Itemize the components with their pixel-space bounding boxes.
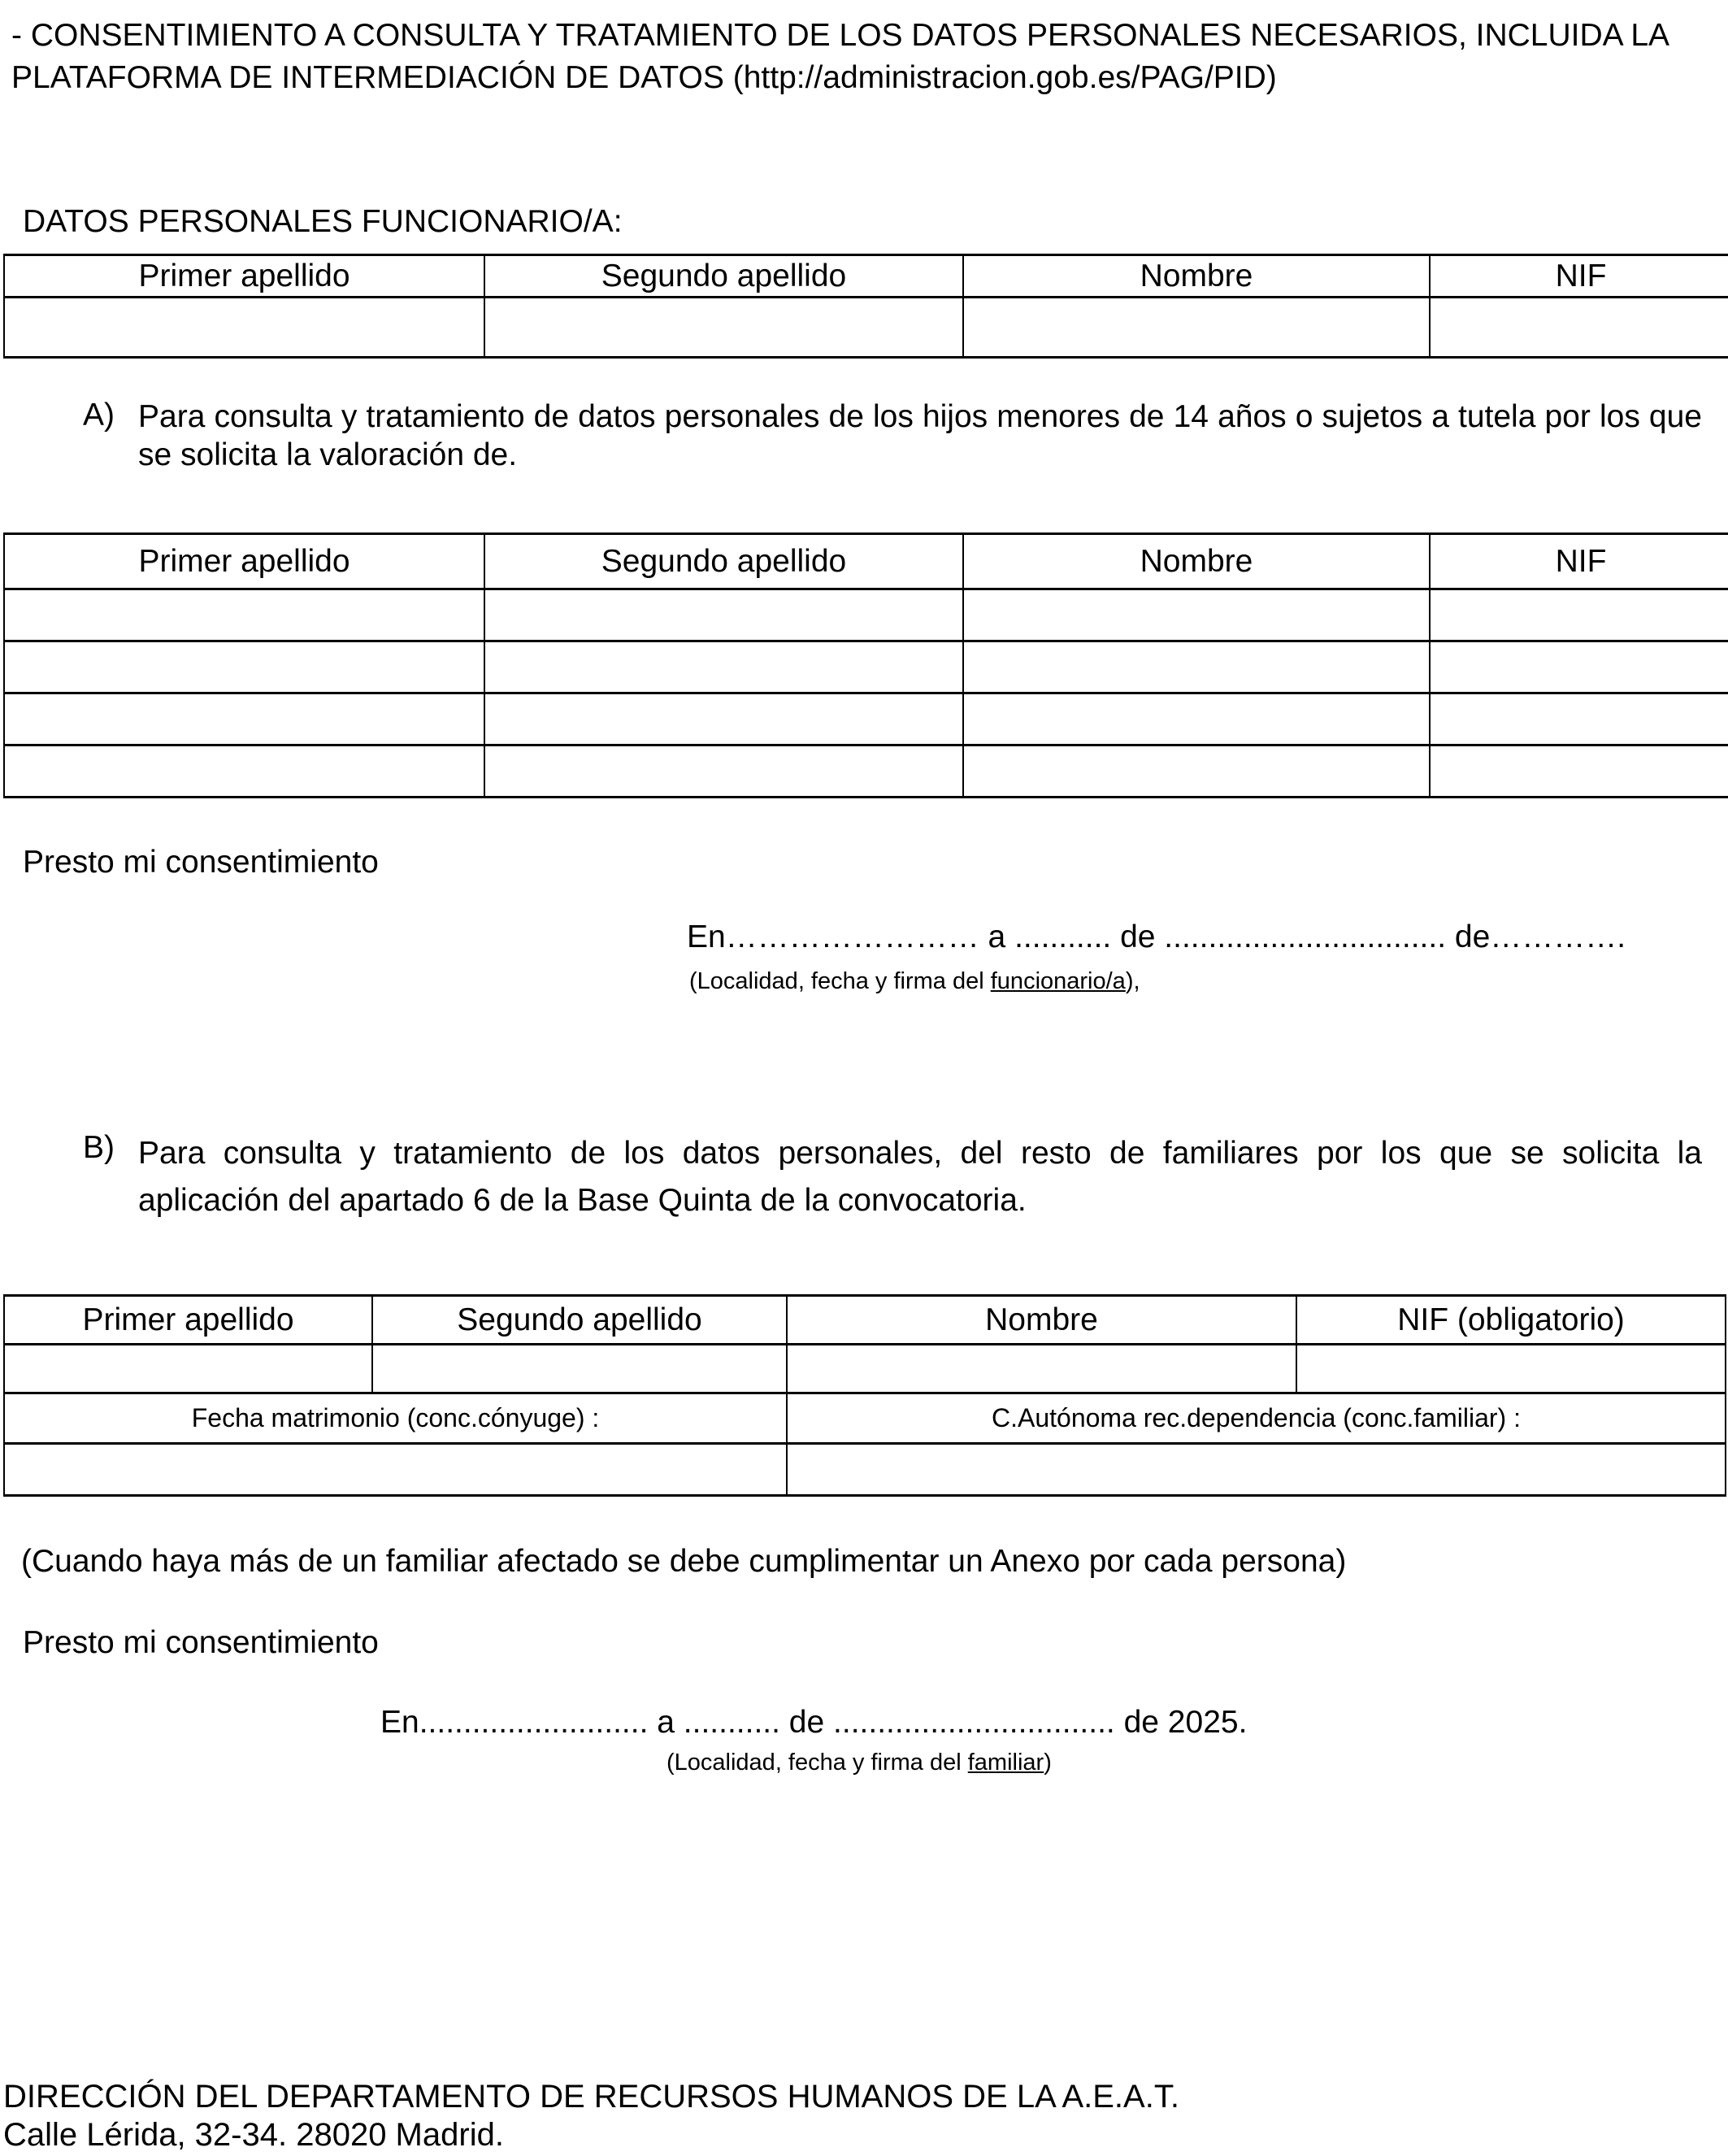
empty-cell[interactable] xyxy=(484,693,963,745)
empty-cell[interactable] xyxy=(484,589,963,641)
familiar-table-label-row xyxy=(4,1393,1726,1444)
ccaa-dependencia-label: C.Autónoma rec.dependencia (conc.familiar) : xyxy=(787,1393,1726,1444)
signature-note-b xyxy=(0,1749,1728,1776)
funcionario-table-header-row xyxy=(4,255,1728,298)
children-table-row xyxy=(4,641,1728,693)
empty-cell[interactable] xyxy=(1296,1345,1726,1393)
children-table-row xyxy=(4,589,1728,641)
signature-note-b-prefix: (Localidad, fecha y firma del xyxy=(666,1750,968,1776)
column-header-nif: NIF xyxy=(1430,255,1728,298)
signature-note-a-role: funcionario/a xyxy=(990,968,1126,994)
empty-cell-nombre[interactable] xyxy=(963,298,1430,358)
doc-title: - CONSENTIMIENTO A CONSULTA Y TRATAMIENTO DE LOS DATOS PERSONALES NECESARIOS, INCLUIDA LA PLATAFORMA DE INTERMEDIACIÓN DE DATOS (http://administracion.gob.es/PAG/PID) xyxy=(11,18,1668,95)
empty-cell[interactable] xyxy=(4,641,484,693)
section-a-marker: A) xyxy=(83,398,115,433)
empty-cell[interactable] xyxy=(1430,589,1728,641)
funcionario-table xyxy=(3,254,1728,359)
signature-note-a-suffix: ), xyxy=(1125,968,1140,994)
funcionario-heading: DATOS PERSONALES FUNCIONARIO/A: xyxy=(23,204,623,239)
section-b-line2: aplicación del apartado 6 de la Base Quinta de la convocatoria. xyxy=(138,1183,1027,1218)
empty-cell[interactable] xyxy=(4,745,484,798)
familiar-table-row xyxy=(4,1444,1726,1496)
children-table-row xyxy=(4,745,1728,798)
empty-cell[interactable] xyxy=(4,1345,372,1393)
empty-cell[interactable] xyxy=(787,1345,1296,1393)
empty-cell[interactable] xyxy=(963,589,1430,641)
section-b-line1: Para consulta y tratamiento de los datos personales, del resto de familiares por los que se solicita la xyxy=(138,1136,1702,1171)
column-header-segundo-apellido: Segundo apellido xyxy=(372,1296,787,1345)
empty-cell[interactable] xyxy=(963,641,1430,693)
familiar-table-header-row xyxy=(4,1296,1726,1345)
familiar-table-row xyxy=(4,1345,1726,1393)
fecha-matrimonio-label: Fecha matrimonio (conc.cónyuge) : xyxy=(4,1393,787,1444)
consent-statement-b: Presto mi consentimiento xyxy=(23,1625,379,1660)
section-a-line1: Para consulta y tratamiento de datos personales de los hijos menores de 14 años o sujetos a tutela por los que xyxy=(138,399,1702,434)
footer-block xyxy=(3,2078,1179,2154)
section-a-line2: se solicita la valoración de. xyxy=(138,437,518,472)
empty-cell-primer-apellido[interactable] xyxy=(4,298,484,358)
section-a-paragraph xyxy=(0,398,1728,474)
column-header-nombre: Nombre xyxy=(787,1296,1296,1345)
familiar-table xyxy=(3,1294,1726,1497)
empty-cell[interactable] xyxy=(963,693,1430,745)
anexo-note: (Cuando haya más de un familiar afectado se debe cumplimentar un Anexo por cada persona) xyxy=(21,1544,1347,1579)
column-header-nif: NIF xyxy=(1430,534,1728,589)
column-header-primer-apellido: Primer apellido xyxy=(4,1296,372,1345)
empty-cell[interactable] xyxy=(4,693,484,745)
empty-cell[interactable] xyxy=(372,1345,787,1393)
children-table-row xyxy=(4,693,1728,745)
children-table xyxy=(3,532,1728,798)
empty-cell[interactable] xyxy=(1430,745,1728,798)
signature-note-b-role: familiar xyxy=(967,1750,1044,1776)
column-header-primer-apellido: Primer apellido xyxy=(4,255,484,298)
empty-cell[interactable] xyxy=(484,641,963,693)
empty-cell-fecha-matrimonio[interactable] xyxy=(4,1444,787,1496)
date-line-a: En…………………… a ........... de ................................ de…………. xyxy=(687,919,1626,954)
funcionario-table-row xyxy=(4,298,1728,358)
column-header-segundo-apellido: Segundo apellido xyxy=(484,255,963,298)
signature-note-a xyxy=(0,967,1728,995)
empty-cell-ccaa-dependencia[interactable] xyxy=(787,1444,1726,1496)
section-b-marker: B) xyxy=(83,1130,115,1165)
footer-address: Calle Lérida, 32-34. 28020 Madrid. xyxy=(3,2117,504,2153)
empty-cell[interactable] xyxy=(1430,693,1728,745)
empty-cell[interactable] xyxy=(4,589,484,641)
column-header-nombre: Nombre xyxy=(963,534,1430,589)
children-table-header-row xyxy=(4,534,1728,589)
column-header-primer-apellido: Primer apellido xyxy=(4,534,484,589)
column-header-nombre: Nombre xyxy=(963,255,1430,298)
column-header-segundo-apellido: Segundo apellido xyxy=(484,534,963,589)
empty-cell[interactable] xyxy=(963,745,1430,798)
footer-department: DIRECCIÓN DEL DEPARTAMENTO DE RECURSOS HUMANOS DE LA A.E.A.T. xyxy=(3,2079,1179,2115)
empty-cell[interactable] xyxy=(484,745,963,798)
empty-cell-nif[interactable] xyxy=(1430,298,1728,358)
date-line-b: En.......................... a ........... de ................................ de 2025. xyxy=(380,1705,1248,1740)
consent-statement-a: Presto mi consentimiento xyxy=(23,845,379,880)
column-header-nif-obligatorio: NIF (obligatorio) xyxy=(1296,1296,1726,1345)
signature-note-a-prefix: (Localidad, fecha y firma del xyxy=(689,968,991,994)
empty-cell[interactable] xyxy=(1430,641,1728,693)
signature-note-b-suffix: ) xyxy=(1044,1750,1052,1776)
empty-cell-segundo-apellido[interactable] xyxy=(484,298,963,358)
section-b-paragraph xyxy=(0,1130,1728,1224)
